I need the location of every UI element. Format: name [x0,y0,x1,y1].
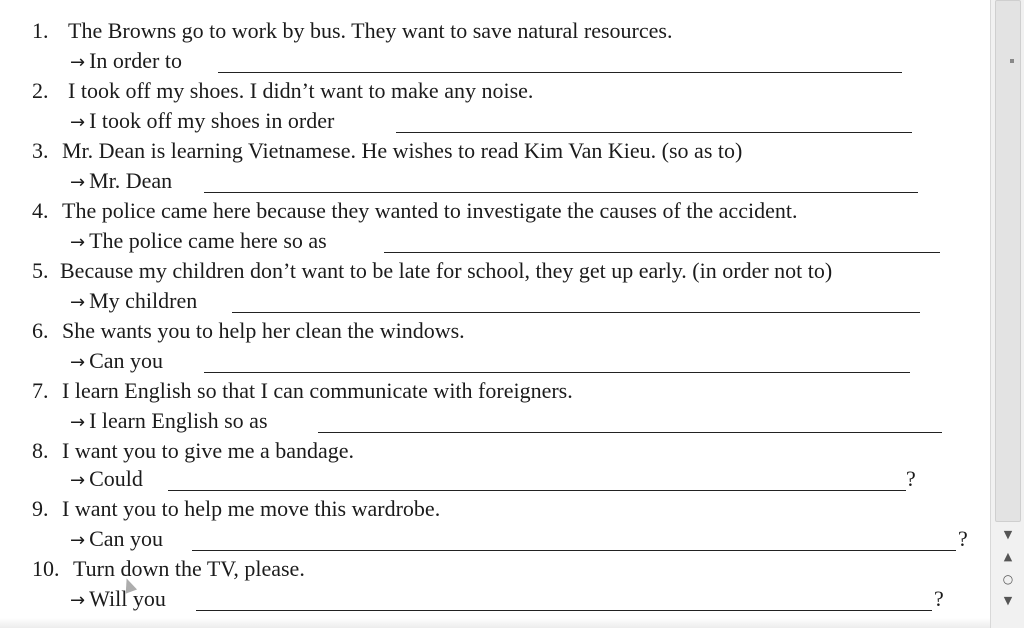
answer-1 [70,48,182,76]
scrollbar-thumb[interactable] [995,0,1021,522]
answer-6 [70,348,163,376]
answer-blank[interactable] [168,490,906,491]
question-sentence: The police came here because they wanted to investigate the causes of the accident. [62,198,798,223]
arrow-icon: → [70,590,86,611]
answer-blank[interactable] [396,132,912,133]
question-sentence: I took off my shoes. I didn’t want to make any noise. [68,78,534,103]
arrow-icon: → [70,52,86,73]
question-sentence: I want you to help me move this wardrobe. [62,496,441,521]
question-number: 5. [32,258,49,283]
answer-9 [70,526,163,554]
arrow-icon: → [70,412,86,433]
vertical-scrollbar[interactable] [990,0,1024,628]
question-sentence: She wants you to help her clean the windows. [62,318,465,343]
answer-prompt: Could [89,466,143,491]
answer-10 [70,586,166,614]
scrollbar-grip-icon [1010,59,1014,63]
question-10 [32,556,305,582]
arrow-icon: → [70,232,86,253]
question-1 [32,18,672,44]
arrow-icon: → [70,172,86,193]
question-mark: ? [958,526,968,551]
answer-4 [70,228,327,256]
question-number: 3. [32,138,49,163]
select-browse-object-icon[interactable]: ○ [1002,572,1014,586]
question-number: 2. [32,78,49,103]
answer-prompt: I learn English so as [89,408,268,433]
arrow-icon: → [70,112,86,133]
answer-prompt: Can you [89,526,164,551]
answer-prompt: The police came here so as [89,228,327,253]
question-number: 9. [32,496,49,521]
answer-2 [70,108,334,136]
answer-7 [70,408,268,436]
question-number: 4. [32,198,49,223]
arrow-icon: → [70,292,86,313]
arrow-icon: → [70,530,86,551]
question-5 [32,258,832,284]
answer-blank[interactable] [232,312,920,313]
question-2 [32,78,533,104]
answer-blank[interactable] [318,432,942,433]
answer-blank[interactable] [196,610,932,611]
question-sentence: Turn down the TV, please. [73,556,305,581]
question-sentence: I learn English so that I can communicate with foreigners. [62,378,573,403]
question-number: 8. [32,438,49,463]
scroll-prev-page-icon[interactable]: ▲ [1003,550,1013,563]
question-8 [32,438,354,464]
question-sentence: Because my children don’t want to be late for school, they get up early. (in order not to) [60,258,833,283]
question-9 [32,496,440,522]
answer-3 [70,168,172,196]
question-4 [32,198,797,224]
scroll-down-icon[interactable]: ▼ [1003,528,1013,541]
answer-blank[interactable] [218,72,902,73]
arrow-icon: → [70,470,86,491]
answer-blank[interactable] [204,372,910,373]
question-sentence: I want you to give me a bandage. [62,438,355,463]
answer-prompt: I took off my shoes in order [89,108,335,133]
arrow-icon: → [70,352,86,373]
question-3 [32,138,742,164]
answer-blank[interactable] [192,550,956,551]
question-mark: ? [906,466,916,491]
answer-prompt: In order to [89,48,182,73]
answer-blank[interactable] [204,192,918,193]
question-number: 7. [32,378,49,403]
answer-prompt: My children [89,288,198,313]
answer-prompt: Can you [89,348,164,373]
question-7 [32,378,573,404]
scroll-next-page-icon[interactable]: ▼ [1003,594,1013,607]
answer-prompt: Mr. Dean [89,168,173,193]
answer-blank[interactable] [384,252,940,253]
question-number: 6. [32,318,49,343]
question-6 [32,318,465,344]
question-sentence: The Browns go to work by bus. They want to save natural resources. [68,18,673,43]
answer-8 [70,466,143,494]
question-sentence: Mr. Dean is learning Vietnamese. He wishes to read Kim Van Kieu. (so as to) [62,138,743,163]
question-mark: ? [934,586,944,611]
question-number: 10. [32,556,60,581]
answer-5 [70,288,197,316]
bottom-edge [0,618,990,628]
question-number: 1. [32,18,49,43]
answer-prompt: Will you [89,586,166,611]
